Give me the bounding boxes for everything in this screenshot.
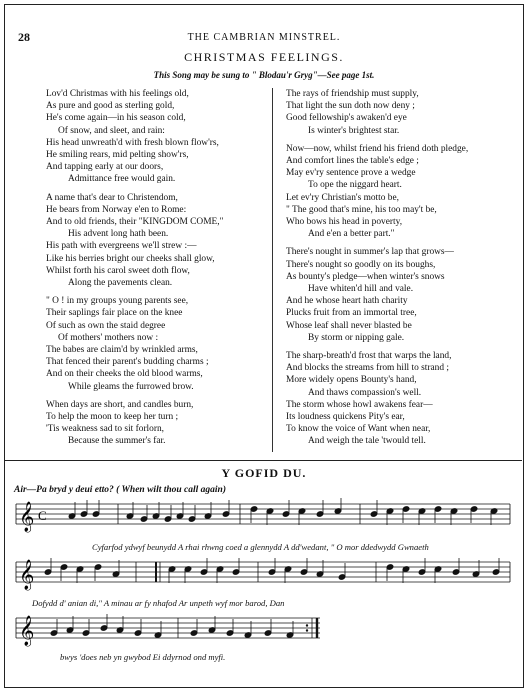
- verse-line: Now—now, whilst friend his friend doth pledge,: [286, 143, 469, 154]
- tune-note: This Song may be sung to " Blodau'r Gryg"—See page 1st.: [153, 70, 375, 80]
- verse-line: Of snow, and sleet, and rain:: [58, 125, 165, 136]
- verse-line: Have whiten'd hill and vale.: [308, 284, 414, 295]
- verse-line: Whilst forth his carol sweet doth flow,: [46, 265, 190, 276]
- verse-line: And thaws compassion's well.: [308, 387, 422, 398]
- left-column-verses: [46, 88, 223, 448]
- poem-title: CHRISTMAS FEELINGS.: [184, 50, 344, 64]
- verse-line: And comfort lines the table's edge ;: [286, 156, 419, 167]
- section-rule: [4, 460, 522, 461]
- verse-line: May ev'ry sentence prove a wedge: [286, 168, 416, 179]
- verse-line: As pure and good as sterling gold,: [46, 101, 175, 112]
- verse-line: The sharp-breath'd frost that warps the land,: [286, 351, 452, 362]
- verse-line: Of mothers' mothers now :: [58, 332, 159, 343]
- verse-line: Along the pavements clean.: [68, 278, 173, 289]
- verse-line: The rays of friendship must supply,: [286, 89, 419, 99]
- verse-line: Plucks fruit from an immortal tree,: [286, 308, 417, 319]
- lyrics-line-2: Dofydd d' anian di," A minau ar fy nhafod Ar unpeth wyf mor barod, Dan: [32, 598, 285, 608]
- verse-line: And tapping early at our doors,: [46, 162, 164, 173]
- verse-line: Who bows his head in poverty,: [286, 217, 403, 228]
- treble-clef-icon: 𝄞: [19, 502, 35, 532]
- verse-line: Because the summer's far.: [68, 436, 166, 447]
- right-column-verses: [286, 88, 468, 448]
- verse-line: Its loudness quickens Pity's ear,: [286, 412, 405, 423]
- verse-line: " The good that's mine, his too may't be,: [286, 204, 437, 215]
- verse-line: He's come again—in his season cold,: [46, 113, 186, 124]
- music-staff-2: [8, 556, 518, 600]
- verse-line: There's nought in summer's lap that grows—: [286, 247, 454, 258]
- verse-line: And e'en a better part.": [308, 229, 395, 240]
- verse-line: As bounty's pledge—when winter's snows: [286, 271, 445, 282]
- verse-line: A name that's dear to Christendom,: [46, 192, 178, 203]
- column-divider: [272, 88, 273, 452]
- lyrics-line-1: Cyfarfod ydwyf beunydd A rhai rhwng coed a glennydd A dd'wedant, " O mor ddedwydd Gwnaeth: [92, 542, 429, 552]
- verse-line: Of such as own the staid degree: [46, 320, 166, 331]
- verse-line: To know the voice of Want when near,: [286, 424, 431, 435]
- verse-line: While gleams the furrowed brow.: [68, 381, 194, 392]
- page-number: 28: [18, 30, 30, 44]
- verse-line: And on their cheeks the old blood warms,: [46, 369, 203, 380]
- verse-line: That fenced their parent's budding charms ;: [46, 357, 209, 368]
- verse-line: Good fellowship's awaken'd eye: [286, 113, 407, 124]
- verse-line: To ope the niggard heart.: [308, 180, 402, 191]
- song-title: Y GOFID DU.: [221, 466, 307, 480]
- verse-line: That light the sun doth now deny ;: [286, 101, 415, 112]
- verse-line: To help the moon to keep her turn ;: [46, 412, 179, 423]
- music-staff-3: [8, 612, 518, 656]
- lyrics-line-3: bwys 'does neb yn gwybod Ei ddyrnod ond myfi.: [60, 652, 226, 662]
- svg-text:C: C: [38, 508, 47, 523]
- verse-line: Admittance free would gain.: [68, 174, 176, 185]
- verse-line: And to old friends, their "KINGDOM COME,": [46, 217, 224, 228]
- verse-line: The storm whose howl awakens fear—: [286, 399, 433, 410]
- verse-line: He smiling rears, mid pelting show'rs,: [46, 150, 189, 161]
- verse-line: And he whose heart hath charity: [286, 296, 408, 307]
- air-line: Air—Pa bryd y deui etto? ( When wilt thou call again): [14, 485, 227, 495]
- verse-line: Whose leaf shall never blasted be: [286, 320, 412, 331]
- verse-line: And blocks the streams from hill to strand ;: [286, 363, 449, 374]
- verse-line: His path with evergreens we'll strew :—: [46, 241, 197, 252]
- verse-line: And weigh the tale 'twould tell.: [308, 436, 426, 447]
- verse-line: When days are short, and candles burn,: [46, 399, 194, 410]
- verse-line: Their saplings fair place on the knee: [46, 308, 183, 319]
- verse-line: 'Tis weakness sad to sit forlorn,: [46, 424, 165, 435]
- verse-line: " O ! in my groups young parents see,: [46, 296, 189, 307]
- verse-line: The babes are claim'd by wrinkled arms,: [46, 345, 198, 356]
- verse-line: More widely opens Bounty's hand,: [286, 375, 417, 386]
- treble-clef-icon: 𝄞: [19, 560, 35, 590]
- verse-line: Let ev'ry Christian's motto be,: [286, 192, 399, 203]
- verse-line: His advent long hath been.: [68, 229, 169, 240]
- verse-line: Like his berries bright our cheeks shall glow,: [46, 253, 215, 264]
- verse-line: There's nought so goodly on its boughs,: [286, 259, 436, 270]
- verse-line: He bears from Norway e'en to Rome:: [46, 204, 187, 215]
- running-head: THE CAMBRIAN MINSTREL.: [187, 32, 341, 43]
- verse-line: Lov'd Christmas with his feelings old,: [46, 89, 189, 99]
- verse-line: Is winter's brightest star.: [308, 125, 400, 136]
- verse-line: By storm or nipping gale.: [308, 332, 405, 343]
- music-staff-1: [8, 498, 518, 542]
- treble-clef-icon: 𝄞: [19, 616, 35, 646]
- verse-line: His head unwreath'd with fresh blown flow'rs,: [46, 137, 219, 148]
